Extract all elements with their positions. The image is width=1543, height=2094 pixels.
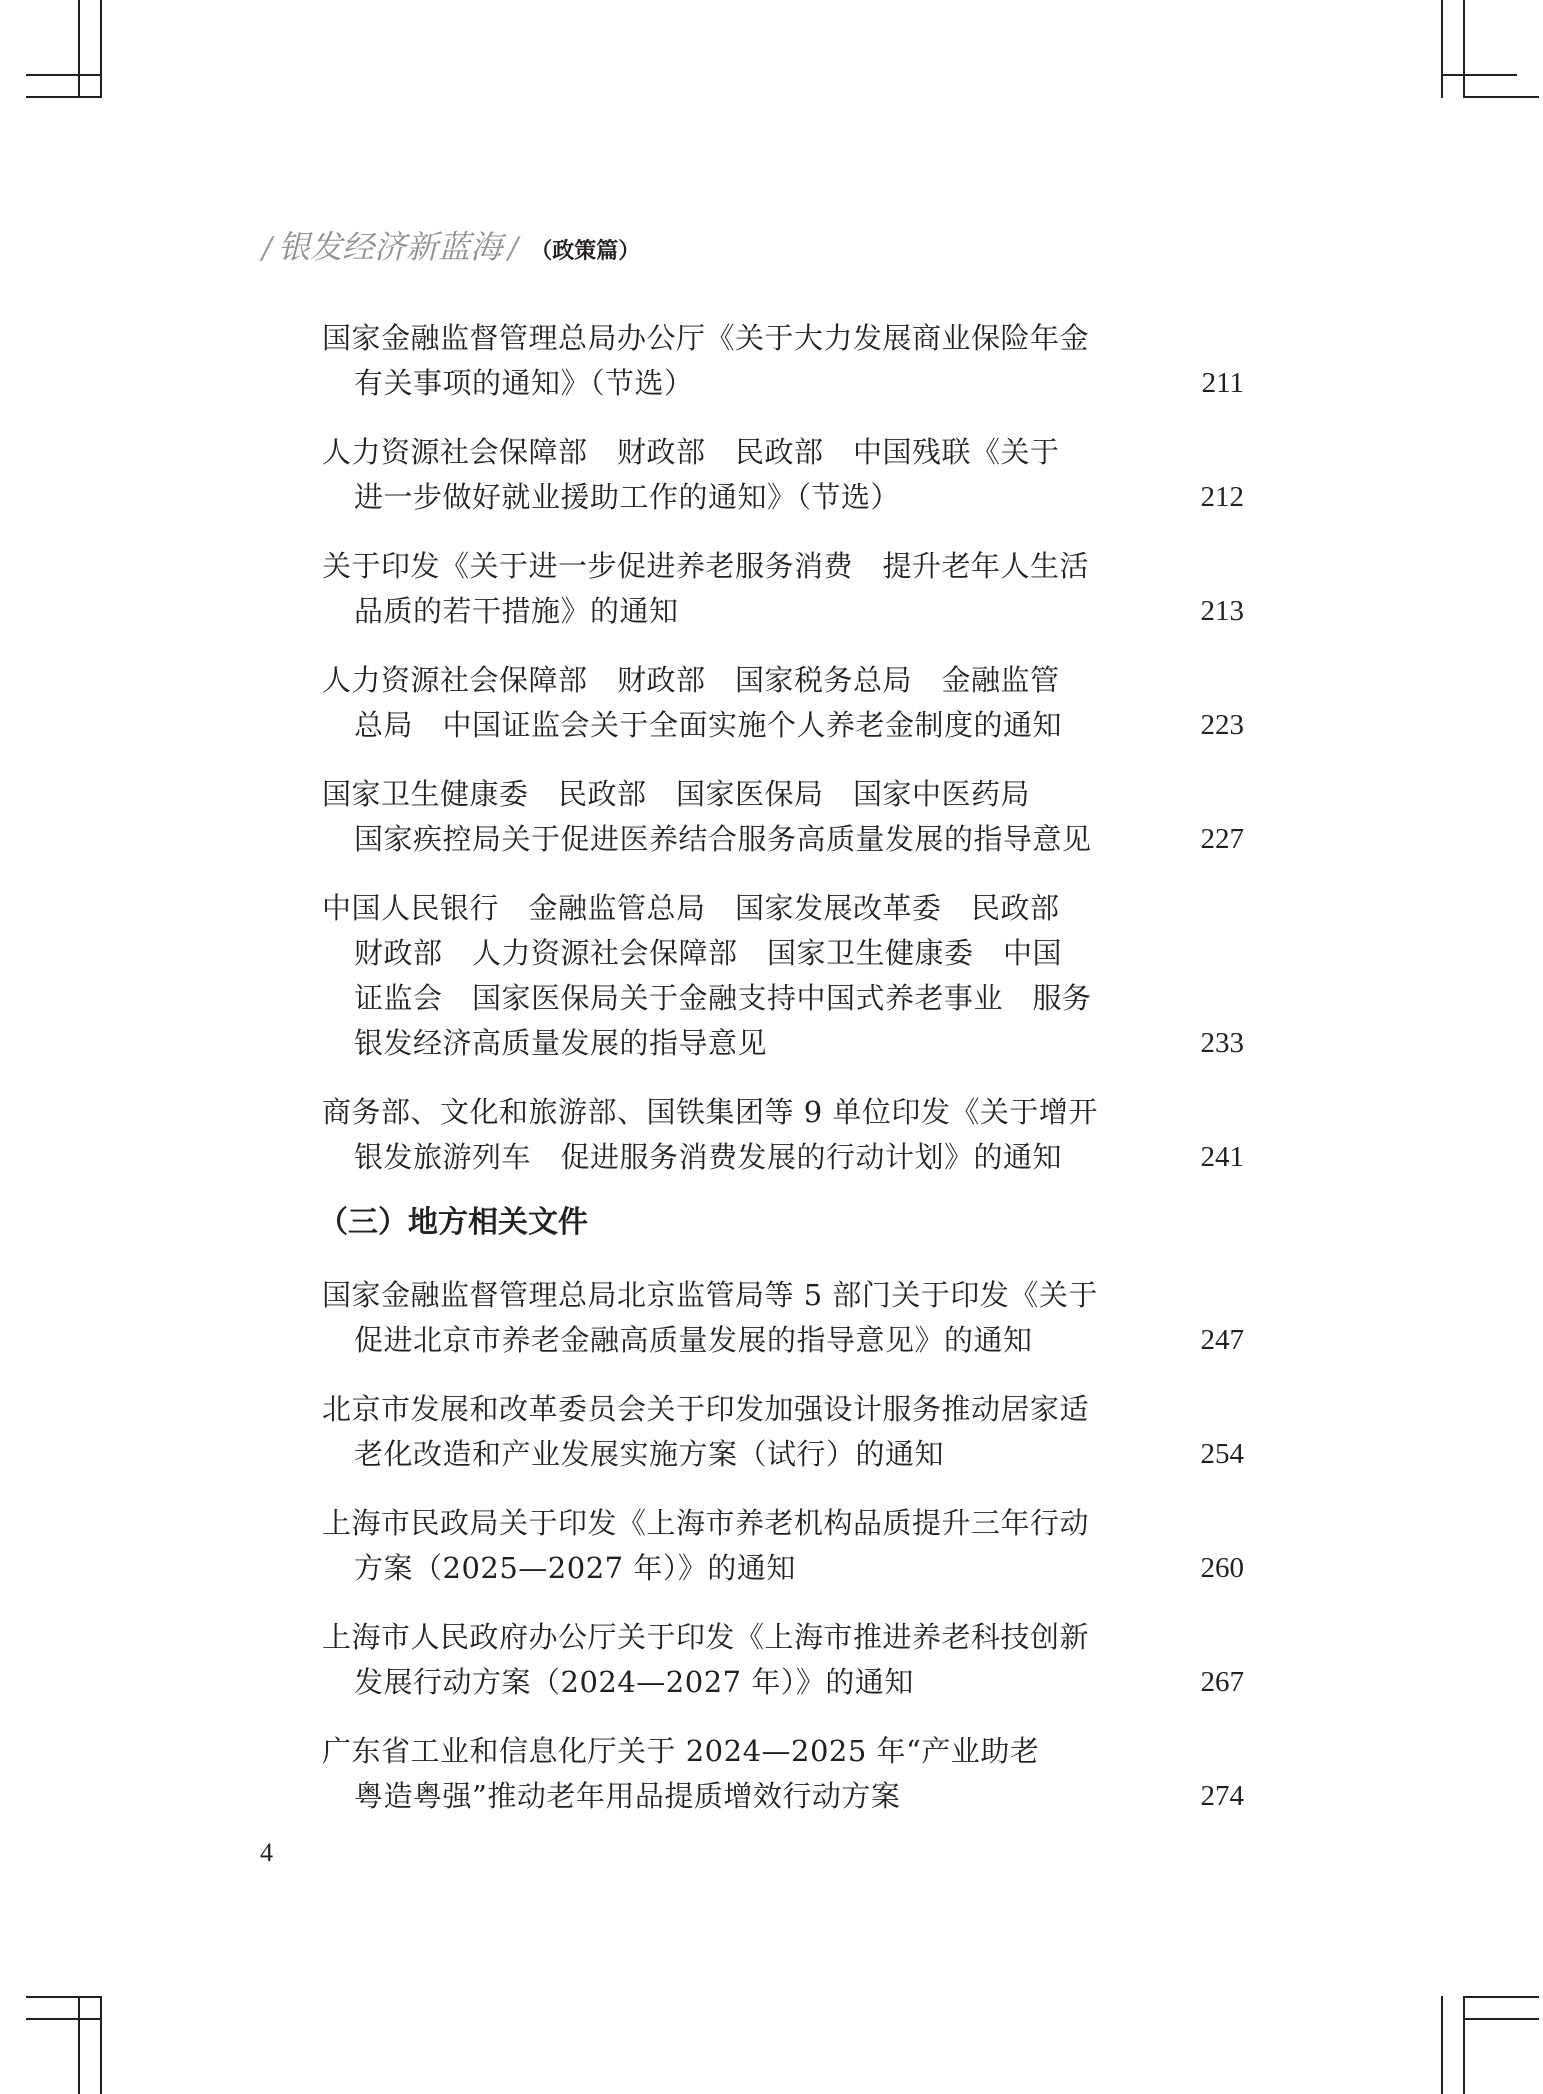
toc-entry: [322, 544, 1250, 634]
toc-entry-page-number: 223: [1200, 709, 1244, 741]
toc-entry-page-number: 241: [1200, 1141, 1244, 1173]
toc-entry-title-line: 人力资源社会保障部 财政部 民政部 中国残联《关于: [322, 435, 1060, 469]
toc-entry-page-number: 213: [1200, 595, 1244, 627]
toc-entry: [322, 1387, 1250, 1477]
page-number: 4: [260, 1838, 273, 1867]
toc-entry-title-line: 商务部、文化和旅游部、国铁集团等 9 单位印发《关于增开: [322, 1095, 1098, 1129]
toc-entry-title-line: 发展行动方案（2024—2027 年）》的通知: [354, 1665, 914, 1699]
toc-entry-page-number: 212: [1200, 481, 1244, 513]
toc-entry-title-line: 关于印发《关于进一步促进养老服务消费 提升老年人生活: [322, 549, 1090, 583]
toc-entry-page-number: 247: [1200, 1324, 1244, 1356]
toc-entry-page-number: 233: [1200, 1027, 1244, 1059]
toc-entry-title-line: 促进北京市养老金融高质量发展的指导意见》的通知: [354, 1323, 1033, 1357]
toc-entry-title-line: 品质的若干措施》的通知: [354, 594, 679, 628]
table-of-contents: [318, 316, 1250, 1843]
toc-entry-title-line: 进一步做好就业援助工作的通知》（节选）: [354, 480, 901, 514]
toc-entry-title-line: 粤造粤强”推动老年用品提质增效行动方案: [354, 1779, 901, 1813]
toc-entry-title-line: 有关事项的通知》（节选）: [354, 366, 694, 400]
running-head-part: （政策篇）: [530, 239, 641, 264]
toc-entry: [322, 430, 1250, 520]
toc-entry-title-line: 方案（2025—2027 年）》的通知: [354, 1551, 796, 1585]
toc-entry: [322, 1615, 1250, 1705]
toc-entries-group: [322, 316, 1250, 1180]
toc-entry: [322, 1090, 1250, 1180]
toc-entry-title-line: 银发经济高质量发展的指导意见: [354, 1026, 768, 1060]
toc-section-heading: （三）地方相关文件: [318, 1205, 588, 1240]
toc-entry: [322, 1729, 1250, 1819]
toc-entry-page-number: 267: [1200, 1666, 1244, 1698]
toc-entry: [322, 316, 1250, 406]
toc-entries-group: [322, 1273, 1250, 1819]
toc-entry-title-line: 老化改造和产业发展实施方案（试行）的通知: [354, 1437, 945, 1471]
toc-entry-title-line: 广东省工业和信息化厅关于 2024—2025 年“产业助老: [322, 1734, 1040, 1768]
toc-entry-page-number: 260: [1200, 1552, 1244, 1584]
toc-entry-page-number: 211: [1201, 367, 1244, 399]
toc-entry: [322, 1273, 1250, 1363]
toc-entry-title-line: 中国人民银行 金融监管总局 国家发展改革委 民政部: [322, 891, 1060, 925]
toc-entry-title-line: 总局 中国证监会关于全面实施个人养老金制度的通知: [354, 708, 1063, 742]
toc-entry: [322, 1501, 1250, 1591]
toc-entry-title-line: 国家金融监督管理总局办公厅《关于大力发展商业保险年金: [322, 321, 1090, 355]
toc-entry-title-line: 上海市民政局关于印发《上海市养老机构品质提升三年行动: [322, 1506, 1090, 1540]
toc-entry-title-line: 证监会 国家医保局关于金融支持中国式养老事业 服务: [354, 981, 1092, 1015]
running-head-title: 银发经济新蓝海: [278, 228, 503, 266]
toc-entry-page-number: 274: [1200, 1780, 1244, 1812]
toc-entry-page-number: 254: [1200, 1438, 1244, 1470]
toc-entry-title-line: 国家金融监督管理总局北京监管局等 5 部门关于印发《关于: [322, 1278, 1098, 1312]
toc-entry: [322, 658, 1250, 748]
toc-entry-title-line: 财政部 人力资源社会保障部 国家卫生健康委 中国: [354, 936, 1063, 970]
toc-entry-title-line: 银发旅游列车 促进服务消费发展的行动计划》的通知: [354, 1140, 1063, 1174]
toc-entry: [322, 886, 1250, 1066]
toc-entry: [322, 772, 1250, 862]
toc-entry-page-number: 227: [1200, 823, 1244, 855]
running-head-slash-left: /: [262, 231, 273, 266]
toc-entry-title-line: 人力资源社会保障部 财政部 国家税务总局 金融监管: [322, 663, 1060, 697]
running-head-slash-right: /: [508, 231, 519, 266]
toc-entry-title-line: 北京市发展和改革委员会关于印发加强设计服务推动居家适: [322, 1392, 1090, 1426]
running-head: [262, 222, 641, 266]
toc-entry-title-line: 国家疾控局关于促进医养结合服务高质量发展的指导意见: [354, 822, 1092, 856]
toc-entry-title-line: 国家卫生健康委 民政部 国家医保局 国家中医药局: [322, 777, 1031, 811]
toc-entry-title-line: 上海市人民政府办公厅关于印发《上海市推进养老科技创新: [322, 1620, 1090, 1654]
